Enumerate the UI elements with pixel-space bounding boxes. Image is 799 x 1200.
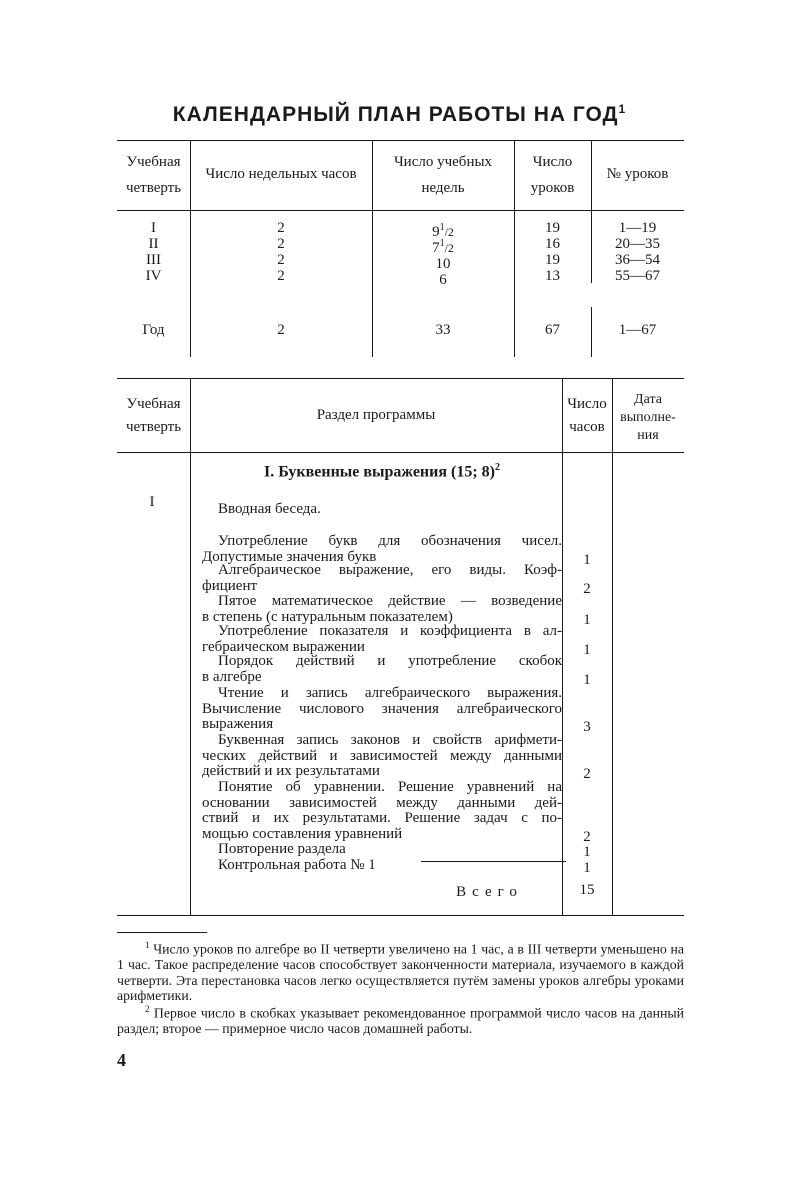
entry-line: Алгебраическое выражение, его виды. Коэф- [218, 562, 562, 578]
column-divider [612, 379, 613, 915]
row-lessons: 19 [545, 252, 560, 268]
section-title: I. Буквенные выражения (15; 8)$^2$ [264, 462, 500, 481]
entry-hours: 1 [583, 551, 591, 568]
entry-line: ствий и их результатами. Решение задач с по- [202, 810, 562, 827]
header-lesson-numbers: № уроков [606, 166, 669, 182]
entry-line: выражения [202, 716, 274, 733]
entry-hours: 3 [583, 719, 591, 736]
row-quarter: I [151, 220, 156, 236]
program-section-table [117, 378, 684, 916]
entry-hours: 2 [583, 766, 591, 783]
table-header-rule [117, 210, 684, 211]
entry-line: Употребление букв для обозначения чисел. [218, 533, 562, 549]
entry-line: Контрольная работа № 1 [218, 857, 376, 873]
row-weeks: $7^1/2$ [432, 238, 454, 256]
header-date: Дата выполне- ния [620, 392, 676, 443]
footnote-rule [117, 932, 207, 933]
row-lessons: 16 [545, 236, 560, 252]
entry-hours: 2 [583, 828, 591, 845]
entry-hours: 1 [583, 860, 591, 876]
entry-hours: 1 [583, 844, 591, 860]
entry-line: Употребление показателя и коэффициента в ал- [218, 623, 562, 639]
entry-line: в алгебре [202, 668, 262, 685]
header-quarter: Учебная четверть [125, 154, 182, 196]
page-number: 4 [117, 1050, 126, 1070]
footnote-2: $^2$ Первое число в скобках указывает рекомендованное программой число часов на данный раздел; второе — примерное число часов домашней работы. [117, 1004, 684, 1037]
row-lessons: 19 [545, 220, 560, 236]
row-weekly: 2 [277, 236, 285, 252]
entry-line: Понятие об уравнении. Решение уравнений на [218, 779, 562, 795]
row-weekly: 2 [277, 220, 285, 236]
table-header-rule [117, 452, 684, 453]
entry-line: Вычисление числового значения алгебраического [202, 700, 562, 717]
total-label: Всего [456, 884, 523, 900]
header-hours: Число часов [567, 396, 607, 435]
footnote-mark: 2 [495, 462, 500, 473]
row-weekly: 2 [277, 268, 285, 284]
total-numbers: 1—67 [618, 322, 657, 338]
entry-line: Буквенная запись законов и свойств арифмети- [218, 732, 562, 748]
row-weeks: $9^1/2$ [432, 222, 454, 240]
entry-hours: 1 [583, 671, 591, 688]
entry-line: Вводная беседа. [218, 501, 321, 517]
row-lessons: 13 [545, 268, 560, 284]
page-title: КАЛЕНДАРНЫЙ ПЛАН РАБОТЫ НА ГОД$^1$ [172, 102, 627, 126]
entry-line: мощью составления уравнений [202, 825, 403, 842]
entry-line: Чтение и запись алгебраического выражения. [218, 685, 562, 701]
row-weekly: 2 [277, 252, 285, 268]
entry-line: основании зависимостей между данными дей- [202, 794, 562, 811]
row-quarter: III [146, 252, 161, 268]
entry-line: Повторение раздела [218, 841, 346, 857]
entry-line: Пятое математическое действие — возведение [218, 593, 562, 609]
entry-line: ческих действий и зависимостей между данными [202, 747, 562, 764]
total-hours: 15 [579, 882, 595, 898]
total-weeks: 33 [435, 322, 451, 338]
entry-hours: 2 [583, 580, 591, 597]
row-quarter: IV [145, 268, 162, 284]
header-weeks: Число учебных недель [393, 154, 493, 196]
annual-plan-table [117, 140, 684, 357]
total-label: Год [142, 322, 165, 338]
header-weekly-hours: Число недельных часов [205, 166, 357, 182]
total-weekly: 2 [277, 322, 285, 338]
entry-line: Допустимые значения букв [202, 548, 377, 565]
row-numbers: 20—35 [615, 236, 660, 252]
row-weeks: 6 [439, 272, 447, 288]
footnote-mark: 1 [618, 102, 627, 116]
entry-line: гебраическом выражении [202, 638, 365, 655]
total-lessons: 67 [545, 322, 560, 338]
entry-hours: 1 [583, 641, 591, 658]
entry-hours: 1 [583, 611, 591, 628]
row-numbers: 1—19 [618, 220, 657, 236]
row-quarter: II [148, 236, 159, 252]
quarter-mark: I [149, 494, 155, 510]
column-divider [190, 379, 191, 915]
row-numbers: 55—67 [615, 268, 660, 284]
row-weeks: 10 [435, 256, 451, 272]
footnote-1: $^1$ Число уроков по алгебре во II четверти увеличено на 1 час, а в III четверти уменьшено на 1 час. Такое распределение часов способствует законченности материала, изучаемого в каждой четверти. Эта перестановка часов легко осуществляется путём замены уроков алгебры уроками арифметики. [117, 940, 684, 1004]
entry-line: действий и их результатами [202, 763, 380, 780]
total-rule [421, 861, 566, 862]
entry-line: фициент [202, 577, 258, 594]
header-quarter: Учебная четверть [125, 396, 182, 435]
header-section: Раздел программы [316, 407, 436, 423]
entry-line: в степень (с натуральным показателем) [202, 608, 453, 625]
header-lessons: Число уроков [530, 154, 575, 196]
entry-line: Порядок действий и употребление скобок [218, 653, 562, 669]
row-numbers: 36—54 [615, 252, 660, 268]
